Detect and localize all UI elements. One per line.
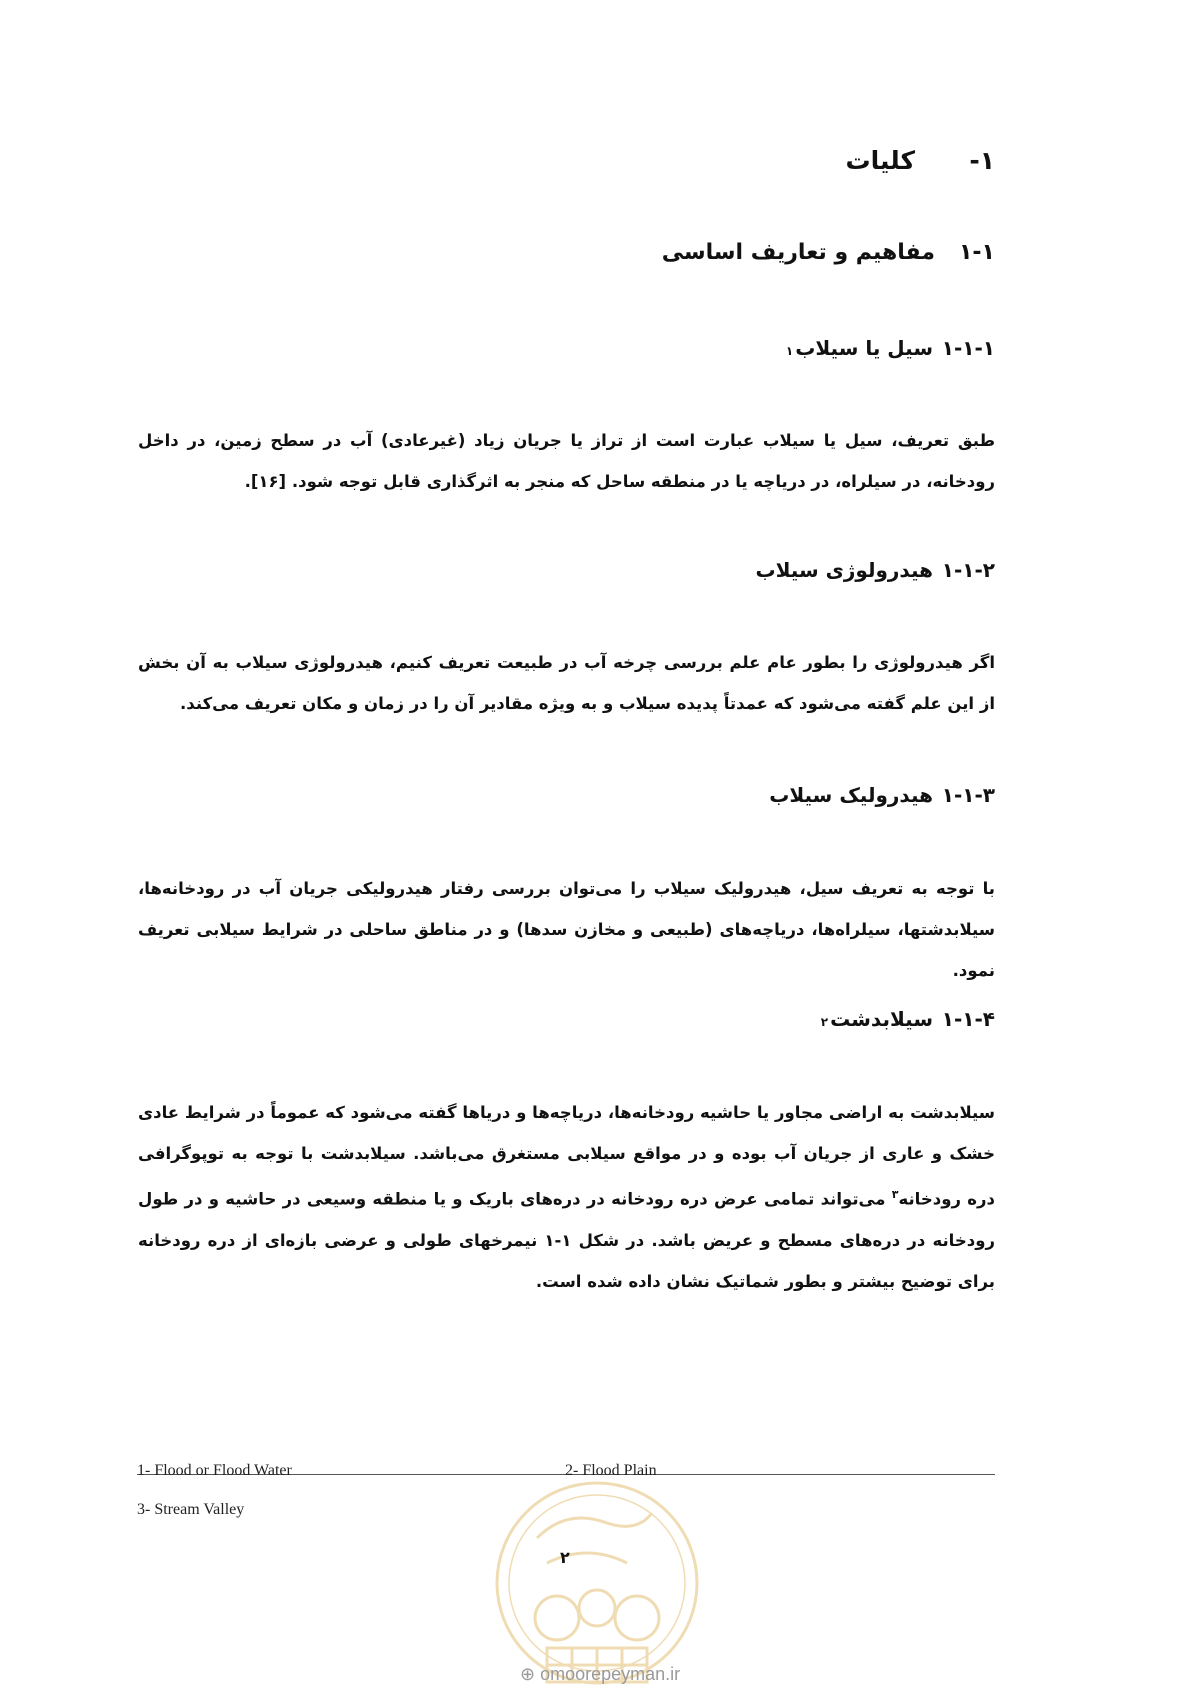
- subsection-number: ۱-۱-۱: [941, 336, 995, 360]
- subsection-number: ۱-۱-۳: [941, 783, 995, 807]
- globe-icon: ⊕: [520, 1664, 536, 1684]
- chapter-title: کلیات: [845, 146, 915, 175]
- section-title: مفاهیم و تعاریف اساسی: [661, 240, 935, 265]
- paragraph-2: اگر هیدرولوژی را بطور عام علم بررسی چرخه آب در طبیعت تعریف کنیم، هیدرولوژی سیلاب به آن بخش از این علم گفته می‌شود که عمدتاً پدیده سیلاب و به ویژه مقادیر آن را در زمان و مکان تعریف می‌کند.: [138, 653, 995, 713]
- subsection-title: هیدرولیک سیلاب: [769, 783, 933, 807]
- footnote-ref: ۲: [820, 1015, 829, 1029]
- section-heading: [662, 240, 995, 265]
- subsection-heading-1: [786, 336, 995, 360]
- subsection-title: هیدرولوژی سیلاب: [755, 558, 933, 582]
- page-number: ۲: [560, 1548, 570, 1567]
- subsection-number: ۱-۱-۴: [941, 1007, 995, 1031]
- subsection-heading-3: [769, 783, 995, 807]
- subsection-number: ۱-۱-۲: [941, 558, 995, 582]
- paragraph-4-part-2: می‌تواند تمامی عرض دره رودخانه در دره‌های باریک و یا منطقه وسیعی در حاشیه و در طول رودخانه در دره‌های مسطح و عریض باشد. در شکل ۱-۱ نیمرخهای طولی و عرضی بازه‌ای از دره رودخانه برای توضیح بیشتر و بطور شماتیک نشان داده شده است.: [138, 1189, 995, 1291]
- subsection-title: سیل یا سیلاب: [795, 336, 933, 360]
- footnote-2: 2- Flood Plain: [565, 1462, 657, 1479]
- footnote-3: 3- Stream Valley: [137, 1501, 245, 1518]
- subsection-title: سیلابدشت: [830, 1007, 933, 1031]
- paragraph-4-part-1: سیلابدشت به اراضی مجاور یا حاشیه رودخانه‌ها، دریاچه‌ها و دریاها گفته می‌شود که عموماً در شرایط عادی خشک و عاری از جریان آب بوده و در مواقع سیلابی مستغرق می‌باشد. سیلابدشت با توجه به توپوگرافی دره رودخانه: [138, 1103, 995, 1209]
- paragraph-1: طبق تعریف، سیل یا سیلاب عبارت است از تراز یا جریان زیاد (غیرعادی) آب در سطح زمین، در داخل رودخانه، در سیلراه، در دریاچه یا در منطقه ساحل که منجر به اثرگذاری قابل توجه شود. [۱۶].: [138, 431, 995, 491]
- site-watermark-text: omoorepeyman.ir: [540, 1664, 681, 1684]
- section-number: ۱-۱: [959, 240, 995, 265]
- footnote-1: 1- Flood or Flood Water: [137, 1462, 292, 1479]
- site-watermark: [520, 1664, 680, 1685]
- footnote-ref: ۱: [785, 344, 794, 358]
- paragraph-4: [138, 1092, 995, 1302]
- chapter-number: ۱-: [969, 146, 995, 175]
- chapter-heading: [846, 146, 995, 175]
- subsection-heading-2: [756, 558, 996, 582]
- subsection-heading-4: [821, 1007, 995, 1031]
- paragraph-3: با توجه به تعریف سیل، هیدرولیک سیلاب را می‌توان بررسی رفتار هیدرولیکی جریان آب در رودخانه‌ها، سیلابدشتها، سیلراه‌ها، دریاچه‌های (طبیعی و مخازن سدها) و در مناطق ساحلی در شرایط سیلابی تعریف نمود.: [138, 879, 995, 980]
- footnote-ref: ۳: [891, 1188, 899, 1201]
